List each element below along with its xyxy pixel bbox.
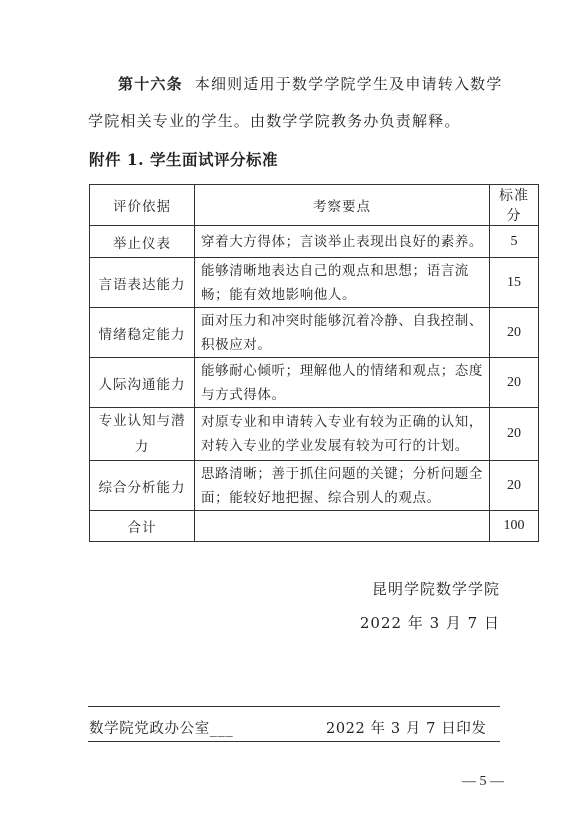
criterion-cell: 综合分析能力	[90, 461, 195, 511]
footer-office: 数学院党政办公室___	[89, 721, 234, 737]
score-cell: 20	[490, 308, 539, 358]
total-label: 合计	[90, 511, 195, 542]
table-row	[90, 358, 539, 408]
table-row	[90, 408, 539, 461]
total-empty-cell	[195, 511, 490, 542]
footer-issue-date: 2022 年 3 月 7 日印发	[326, 721, 487, 737]
signature-org: 昆明学院数学学院	[371, 580, 500, 598]
criterion-cell: 举止仪表	[90, 226, 195, 258]
score-cell: 20	[490, 358, 539, 408]
criterion-cell: 人际沟通能力	[90, 358, 195, 408]
points-cell: 能够耐心倾听；理解他人的情绪和观点；态度与方式得体。	[195, 358, 490, 408]
total-score: 100	[490, 511, 539, 542]
article-16	[88, 66, 508, 140]
footer-divider-bottom	[88, 741, 500, 742]
points-cell: 穿着大方得体；言谈举止表现出良好的素养。	[195, 226, 490, 258]
article-line-1: 本细则适用于数学学院学生及申请转入数学	[194, 75, 503, 93]
table-row	[90, 226, 539, 258]
header-criterion: 评价依据	[90, 185, 195, 226]
criterion-cell: 专业认知与潜力	[90, 408, 195, 461]
footer-divider-top	[88, 706, 500, 707]
score-cell: 20	[490, 461, 539, 511]
table-row	[90, 461, 539, 511]
appendix-title: 附件 1. 学生面试评分标准	[89, 150, 278, 169]
article-label: 第十六条	[118, 75, 183, 93]
table-row	[90, 308, 539, 358]
table-header-row	[90, 185, 539, 226]
points-cell: 能够清晰地表达自己的观点和思想；语言流畅；能有效地影响他人。	[195, 258, 490, 308]
score-cell: 5	[490, 226, 539, 258]
points-cell: 思路清晰；善于抓住问题的关键；分析问题全面；能较好地把握、综合别人的观点。	[195, 461, 490, 511]
points-cell: 面对压力和冲突时能够沉着冷静、自我控制、积极应对。	[195, 308, 490, 358]
score-cell: 20	[490, 408, 539, 461]
table-total-row	[90, 511, 539, 542]
article-line-2: 学院相关专业的学生。由数学学院教务办负责解释。	[88, 112, 461, 130]
criterion-cell: 情绪稳定能力	[90, 308, 195, 358]
score-cell: 15	[490, 258, 539, 308]
table-row	[90, 258, 539, 308]
signature-date: 2022 年 3 月 7 日	[359, 614, 500, 632]
scoring-table	[89, 184, 539, 542]
criterion-cell: 言语表达能力	[90, 258, 195, 308]
header-points: 考察要点	[195, 185, 490, 226]
page-number: — 5 —	[462, 774, 504, 789]
points-cell: 对原专业和申请转入专业有较为正确的认知，对转入专业的学业发展有较为可行的计划。	[195, 408, 490, 461]
header-score: 标准分	[490, 185, 539, 226]
